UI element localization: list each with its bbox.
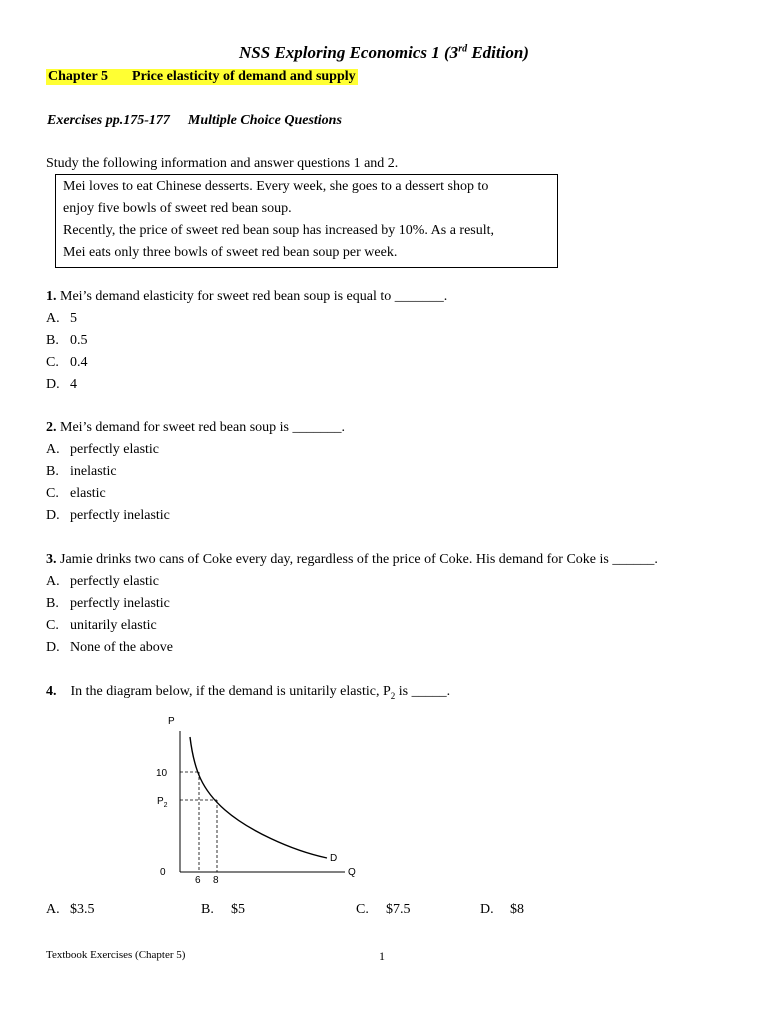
demand-curve <box>190 737 327 858</box>
question-text: Jamie drinks two cans of Coke every day, regardless of the price of Coke. His demand for Coke is ______. <box>56 552 658 567</box>
chapter-heading <box>46 69 358 85</box>
question-2-option-c[interactable] <box>46 486 106 502</box>
question-4-option-c[interactable] <box>356 902 411 918</box>
question-2-option-d[interactable] <box>46 508 170 524</box>
footer-text: Textbook Exercises (Chapter 5) <box>46 949 186 961</box>
question-number: 2. <box>46 420 57 435</box>
option-text: perfectly elastic <box>70 442 160 457</box>
info-box <box>55 174 558 268</box>
info-line: Mei loves to eat Chinese desserts. Every week, she goes to a dessert shop to <box>63 179 489 194</box>
y-tick-p: P <box>157 796 164 807</box>
question-1-option-c[interactable] <box>46 355 88 371</box>
question-4-option-b[interactable] <box>201 902 245 918</box>
question-2-option-a[interactable] <box>46 442 159 458</box>
option-letter: C. <box>356 902 369 917</box>
title-main: NSS Exploring Economics 1 (3 <box>239 43 459 62</box>
option-text: $8 <box>510 902 524 917</box>
x-tick-8: 8 <box>213 875 219 886</box>
origin-label: 0 <box>160 867 166 878</box>
info-line: Mei eats only three bowls of sweet red bean soup per week. <box>63 245 398 260</box>
option-letter: C. <box>46 486 59 501</box>
document-title <box>0 43 768 63</box>
option-text: perfectly inelastic <box>70 508 170 523</box>
option-letter: A. <box>46 311 60 326</box>
question-2 <box>46 420 345 436</box>
curve-label: D <box>330 853 338 864</box>
demand-curve-diagram <box>140 710 380 890</box>
option-letter: B. <box>46 596 59 611</box>
y-tick-p2 <box>157 796 168 809</box>
option-text: $5 <box>231 902 245 917</box>
y-axis-label: P <box>168 716 175 727</box>
option-text: 4 <box>70 377 77 392</box>
chapter-label: Chapter 5 <box>48 69 109 84</box>
option-letter: B. <box>46 333 59 348</box>
option-letter: C. <box>46 355 59 370</box>
title-end: Edition) <box>467 43 529 62</box>
question-4-option-d[interactable] <box>480 902 524 918</box>
option-text: 0.4 <box>70 355 88 370</box>
question-1-option-d[interactable] <box>46 377 77 393</box>
question-text: Mei’s demand for sweet red bean soup is _______. <box>56 420 345 435</box>
option-text: perfectly elastic <box>70 574 160 589</box>
option-text: 5 <box>70 311 77 326</box>
option-text: unitarily elastic <box>70 618 157 633</box>
option-letter: A. <box>46 574 60 589</box>
info-line: enjoy five bowls of sweet red bean soup. <box>63 201 292 216</box>
option-letter: B. <box>201 902 214 917</box>
question-text-end: is _____. <box>395 684 451 699</box>
question-3-option-d[interactable] <box>46 640 173 656</box>
option-letter: D. <box>46 640 60 655</box>
chapter-title: Price elasticity of demand and supply <box>132 69 356 84</box>
question-subscript: 2 <box>390 690 396 701</box>
intro-text: Study the following information and answer questions 1 and 2. <box>46 156 399 171</box>
option-letter: D. <box>46 377 60 392</box>
option-text: $7.5 <box>386 902 411 917</box>
y-tick-p-sub: 2 <box>163 802 168 809</box>
exercises-type: Multiple Choice Questions <box>187 113 342 128</box>
question-1 <box>46 289 447 305</box>
question-4 <box>46 684 450 701</box>
exercises-heading <box>47 113 342 129</box>
question-1-option-b[interactable] <box>46 333 88 349</box>
exercises-label: Exercises pp.175-177 <box>47 113 170 128</box>
option-text: elastic <box>70 486 106 501</box>
option-letter: D. <box>480 902 494 917</box>
question-text: In the diagram below, if the demand is unitarily elastic, P <box>70 684 391 699</box>
question-number: 1. <box>46 289 57 304</box>
question-3 <box>46 552 658 568</box>
question-text: Mei’s demand elasticity for sweet red bean soup is equal to _______. <box>56 289 448 304</box>
option-text: 0.5 <box>70 333 88 348</box>
question-1-option-a[interactable] <box>46 311 77 327</box>
y-tick-10: 10 <box>156 768 168 779</box>
question-number: 3. <box>46 552 57 567</box>
option-letter: A. <box>46 902 60 917</box>
x-tick-6: 6 <box>195 875 201 886</box>
question-4-option-a[interactable] <box>46 902 95 918</box>
option-letter: B. <box>46 464 59 479</box>
option-letter: D. <box>46 508 60 523</box>
question-2-option-b[interactable] <box>46 464 117 480</box>
info-line: Recently, the price of sweet red bean soup has increased by 10%. As a result, <box>63 223 495 238</box>
option-text: inelastic <box>70 464 117 479</box>
x-axis-label: Q <box>348 867 356 878</box>
option-text: $3.5 <box>70 902 95 917</box>
question-3-option-b[interactable] <box>46 596 170 612</box>
page-number: 1 <box>379 949 385 963</box>
option-letter: C. <box>46 618 59 633</box>
question-3-option-c[interactable] <box>46 618 157 634</box>
option-text: perfectly inelastic <box>70 596 170 611</box>
question-number: 4. <box>46 684 57 699</box>
option-text: None of the above <box>70 640 174 655</box>
question-3-option-a[interactable] <box>46 574 159 590</box>
title-superscript: rd <box>458 43 468 55</box>
option-letter: A. <box>46 442 60 457</box>
